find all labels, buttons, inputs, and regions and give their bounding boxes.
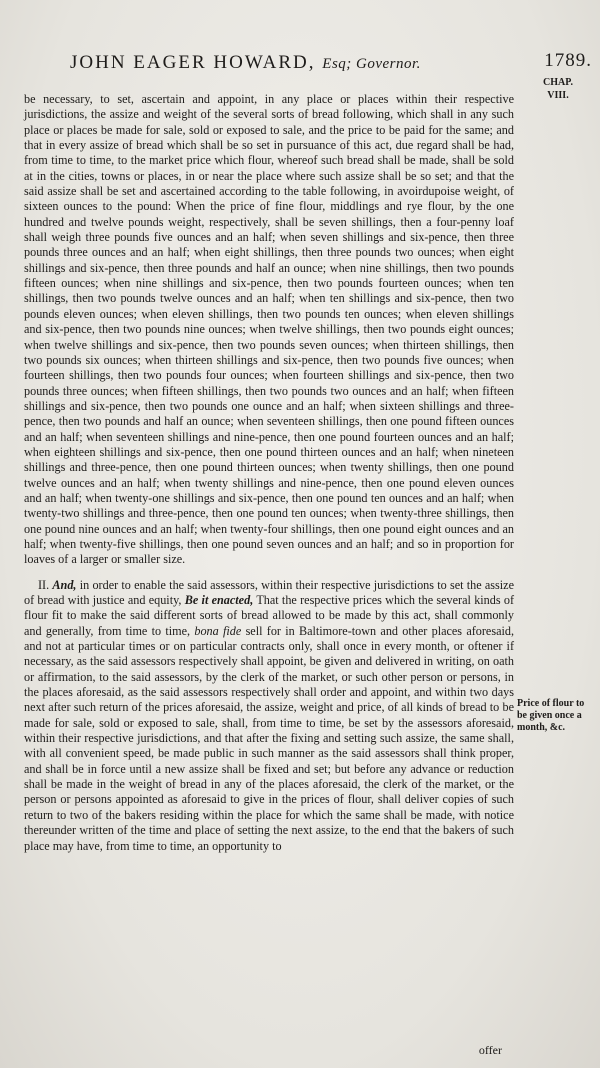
chapter-label [530,76,586,102]
section-numeral: II. [38,577,50,592]
paragraph-assize-table: be necessary, to set, ascertain and appoint, in any place or places within their respective jurisdictions, the assize and weight of the several sorts of bread following, which shall in any such place or places be made for sale, sold or exposed to sale, and the price to be paid for the same; and that in every assize of bread which shall be so set in pursuance of this act, due regard shall be had, from time to time, to the market price which flour, whereof such bread shall be made, shall be sold at in the cities, towns or places, in or near the place where such assize shall be so set; and that the said assize shall be set and ascertained according to the table following, in avoirdupoise weight, of sixteen ounces to the pound: When the price of fine flour, middlings and rye flour, by the one hundred and twelve pounds weight, respectively, shall be seven shillings, then a four-penny loaf shall weigh three pounds five ounces and an half; when seven shillings and six-pence, then three pounds three ounces and an half; when eight shillings, then three pounds two ounces; when eight shillings and six-pence, then three pounds and half an ounce; when nine shillings, then two pounds fifteen ounces; when nine shillings and six-pence, then two pounds fourteen ounces; when ten shillings, then two pounds twelve ounces and an half; when ten shillings and six-pence, then two pounds eleven ounces; when eleven shillings, then two pounds ten ounces; when eleven shillings and six-pence, then two pounds nine ounces; when twelve shillings, then two pounds eight ounces; when twelve shillings and six-pence, then two pounds seven ounces; when thirteen shillings, then two pounds six ounces; when thirteen shillings and six-pence, then two pounds five ounces; when fourteen shillings, then two pounds four ounces; when fourteen shillings and six-pence, then two pounds three ounces; when fifteen shillings, then two pounds two ounces and an half; when fifteen shillings and six-pence, then two pounds one ounce and an half; when sixteen shillings and three-pence, then two pounds and half an ounce; when seventeen shillings, then one pound fifteen ounces and an half; when seventeen shillings and nine-pence, then one pound fourteen ounces and an half; when eighteen shillings and six-pence, then one pound thirteen ounces and an half; when nineteen shillings and three-pence, then one pound thirteen ounces; when twenty shillings, then one pound twelve ounces and an half; when twenty shillings and nine-pence, then one pound eleven ounces and an half; when twenty-one shillings and six-pence, then one pound ten ounces and an half; when twenty-two shillings and three-pence, then one pound ten ounces; when twenty-three shillings, then one pound nine ounces and an half; when twenty-four shillings, then one pound eight ounces and an half; when twenty-five shillings, then one pound seven ounces and an half; and so in proportion for loaves of a larger or smaller size. [24,92,514,567]
enacting-clause: Be it enacted, [184,593,254,607]
body-text [24,92,514,854]
running-head [70,52,490,74]
bona-fide-phrase: bona fide [194,623,242,638]
section-text-part3: sell for in Baltimore-town and other places aforesaid, and not at particular times or on particular contracts only, shall once in every month, or oftener if necessary, as the said assessors respectively shall appoint, be given and delivered in writing, on oath or affirmation, to the said assessors, by the clerk of the market, or such other person or persons, in the places aforesaid, as the said assessors respectively shall order and appoint, and within two days next after such return of the prices aforesaid, the assize, weight and price, of all kinds of bread to be made for sale, sold or exposed to sale, shall, from time to time, be set by the assessors aforesaid, within their respective jurisdictions, and that after the fixing and setting such assize, the same shall, with all convenient speed, be made public in such manner as the said assessors shall think proper, and shall be in force until a new assize shall be fixed and set; but before any advance or reduction shall be made in the weight of bread in any of the places aforesaid, the clerk of the market, or the person or persons appointed as aforesaid to give in the prices of flour, shall deliver copies of such return to two of the bakers residing within the place for which the same shall be made, with notice thereunder written of the time and place of setting the next assize, to the end that the bakers of such place may have, from time to time, an opportunity to [24,623,515,853]
chapter-number: VIII. [547,90,569,101]
catchword: offer [478,1043,502,1057]
running-head-subtitle: Esq; Governor. [322,56,421,72]
section-text-part2: That the respective prices which the several kinds of flour fit to make the said different sorts of bread allowed to be made by this act, shall commonly and generally, from time to time, [24,593,515,638]
section-text-part1: in order to enable the said assessors, within their respective jurisdictions to set the assize of bread with justice and equity, [24,577,515,607]
section-opening-word: And, [52,577,77,592]
page-year: 1789. [544,50,592,71]
running-head-title: JOHN EAGER HOWARD, [70,52,316,73]
chapter-word: CHAP. [543,77,573,88]
margin-note: Price of flour to be given once a month, &c. [517,698,585,733]
paragraph-section-2 [24,578,514,854]
